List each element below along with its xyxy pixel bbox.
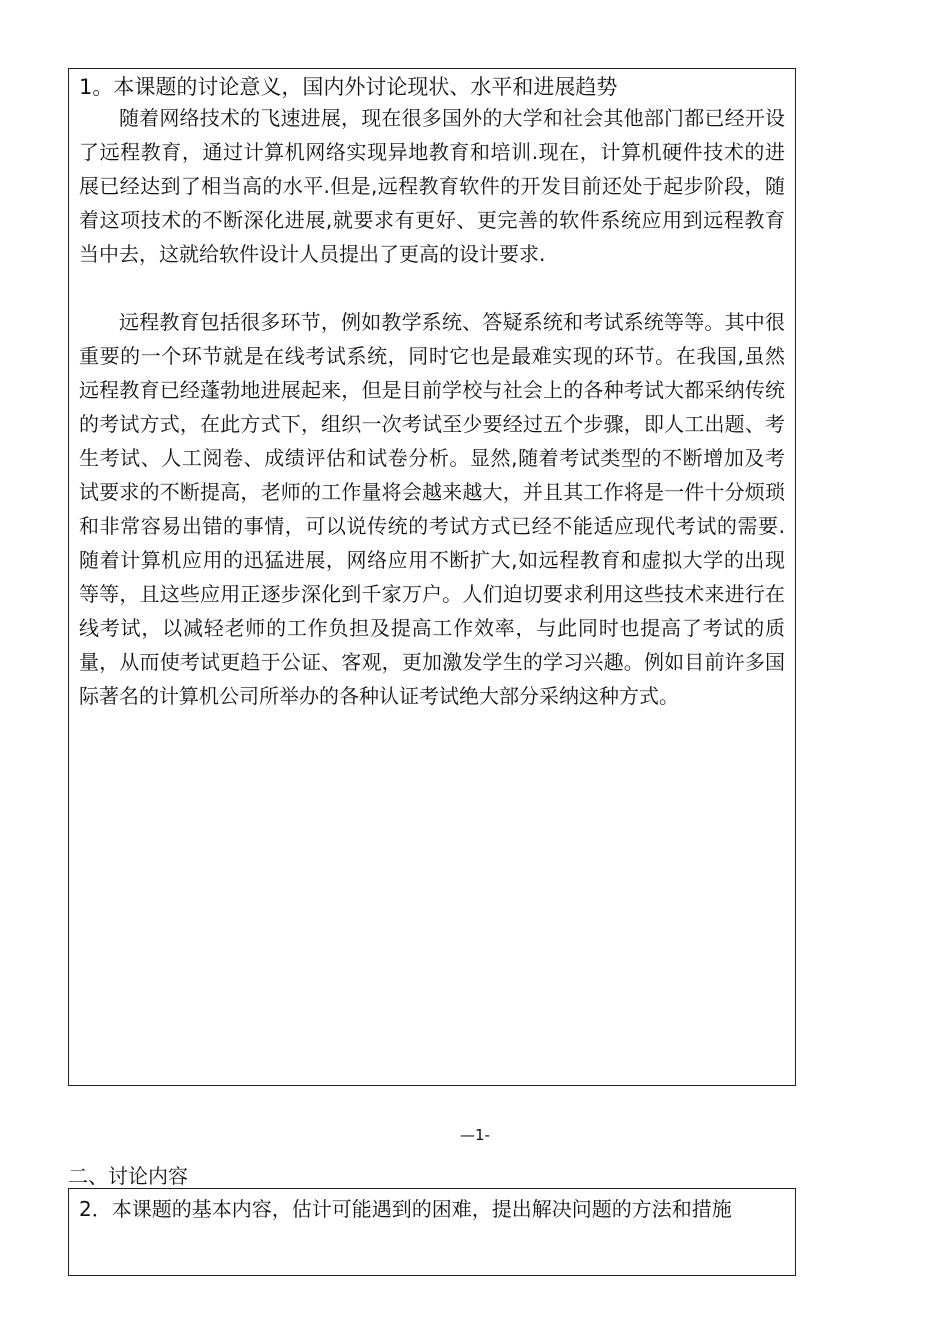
page-number: —1- xyxy=(460,1126,490,1144)
section1-heading: 1。本课题的讨论意义，国内外讨论现状、水平和进展趋势 xyxy=(79,75,618,99)
section1-paragraph-2: 远程教育包括很多环节，例如教学系统、答疑系统和考试系统等等。其中很重要的一个环节就是在线考试系统，同时它也是最难实现的环节。在我国,虽然远程教育已经蓬勃地进展起来，但是目前学校与社会上的各种考试大都采纳传统的考试方式，在此方式下，组织一次考试至少要经过五个步骤，即人工出题、考生考试、人工阅卷、成绩评估和试卷分析。显然,随着考试类型的不断增加及考试要求的不断提高，老师的工作量将会越来越大，并且其工作将是一件十分烦琐和非常容易出错的事情，可以说传统的考试方式已经不能适应现代考试的需要.随着计算机应用的迅猛进展，网络应用不断扩大,如远程教育和虚拟大学的出现等等，且这些应用正逐步深化到千家万户。人们迫切要求利用这些技术来进行在线考试，以减轻老师的工作负担及提高工作效率，与此同时也提高了考试的质量，从而使考试更趋于公证、客观，更加激发学生的学习兴趣。例如目前许多国际著名的计算机公司所举办的各种认证考试绝大部分采纳这种方式。 xyxy=(79,310,785,708)
section1-paragraph-1: 随着网络技术的飞速进展，现在很多国外的大学和社会其他部门都已经开设了远程教育，通过计算机网络实现异地教育和培训.现在，计算机硬件技术的进展已经达到了相当高的水平.但是,远程教育软件的开发目前还处于起步阶段，随着这项技术的不断深化进展,就要求有更好、更完善的软件系统应用到远程教育当中去，这就给软件设计人员提出了更高的设计要求. xyxy=(79,106,785,266)
section2-title: 二、讨论内容 xyxy=(68,1164,188,1188)
section2-heading: 2．本课题的基本内容，估计可能遇到的困难，提出解决问题的方法和措施 xyxy=(79,1197,732,1221)
research-content-box xyxy=(68,1188,796,1276)
research-significance-box xyxy=(68,68,796,1086)
